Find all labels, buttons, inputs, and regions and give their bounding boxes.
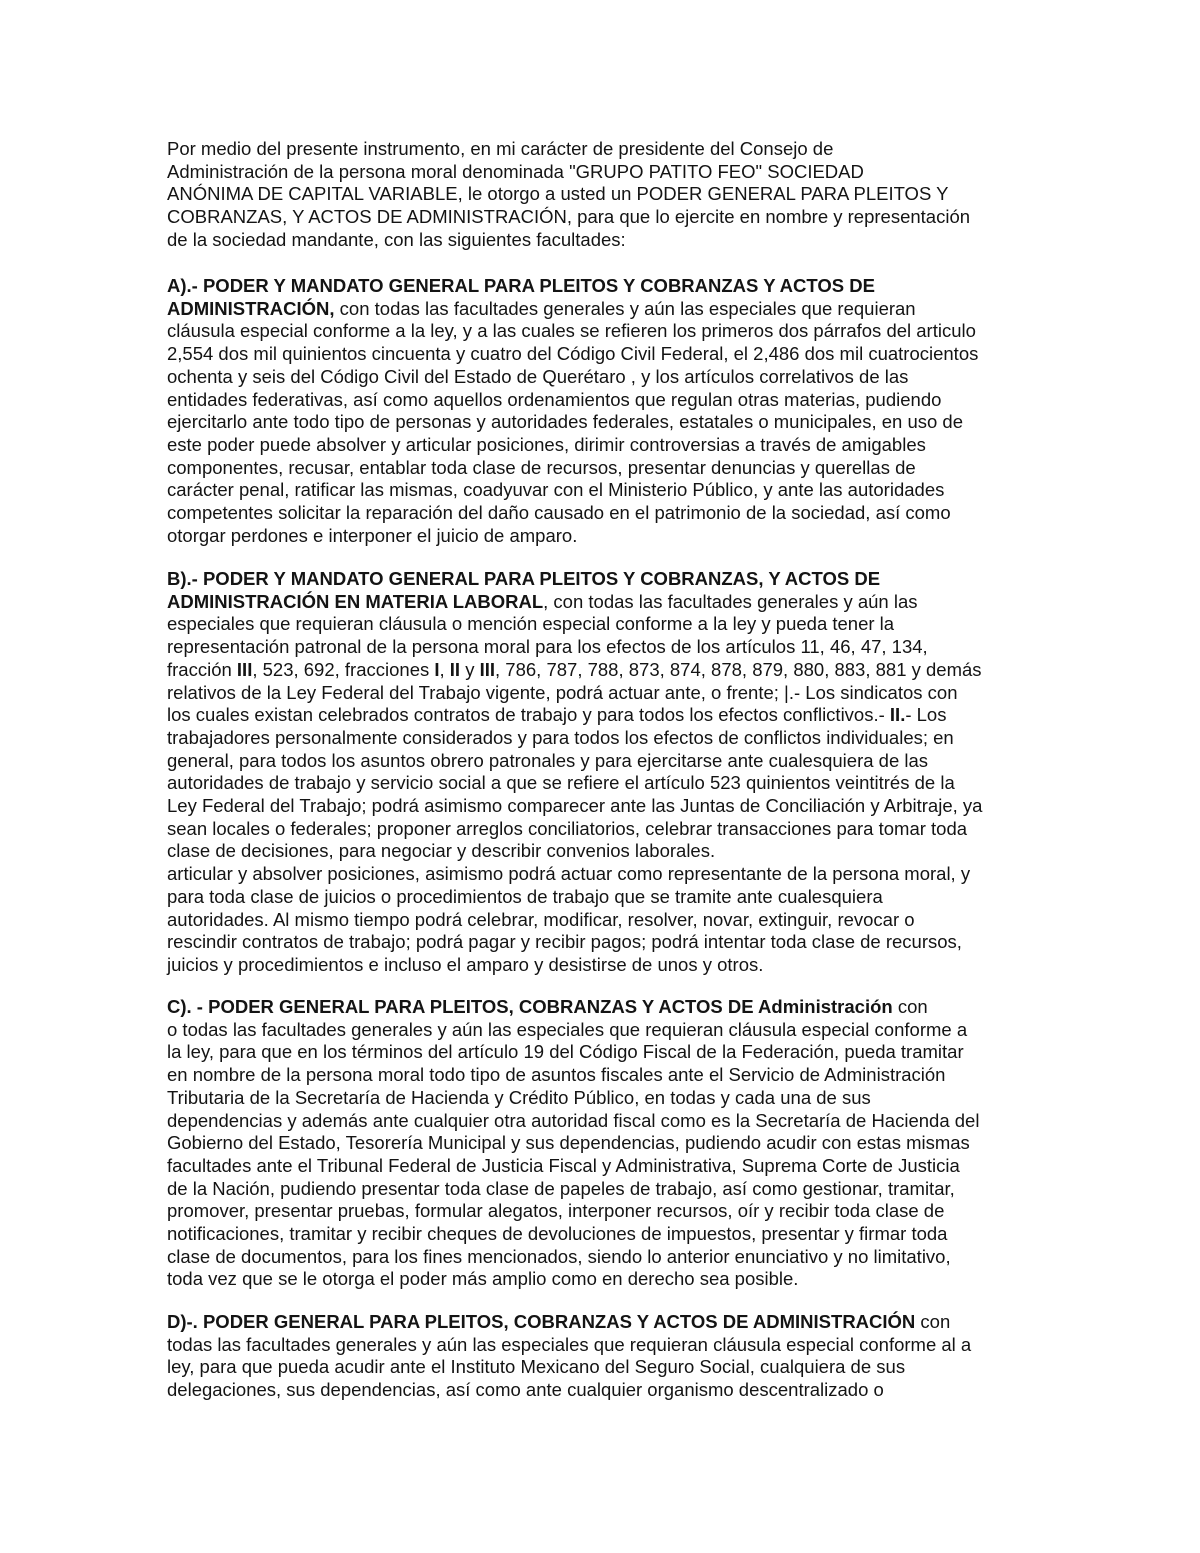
intro-line: Administración de la persona moral denominada "GRUPO PATITO FEO" SOCIEDAD: [167, 160, 864, 182]
section-a: [167, 275, 1037, 547]
intro-paragraph: [167, 138, 1037, 252]
section-b-line: articular y absolver posiciones, asimismo podrá actuar como representante de la persona moral, y: [167, 863, 971, 885]
section-b-line: Ley Federal del Trabajo; podrá asimismo comparecer ante las Juntas de Conciliación y Arbitraje, ya: [167, 795, 983, 817]
section-c-heading-bold: C). - PODER GENERAL PARA PLEITOS, COBRANZAS Y ACTOS DE Administración: [167, 996, 893, 1017]
section-c-line: toda vez que se le otorga el poder más amplio como en derecho sea posible.: [167, 1268, 799, 1290]
section-b: [167, 568, 1037, 977]
section-d-line: delegaciones, sus dependencias, así como ante cualquier organismo descentralizado o: [167, 1379, 884, 1401]
section-b-heading-bold-2: ADMINISTRACIÓN EN MATERIA LABORAL: [167, 590, 544, 612]
section-a-heading-bold: A).- PODER Y MANDATO GENERAL PARA PLEITOS Y COBRANZAS Y ACTOS DE: [167, 275, 875, 296]
section-c-line: clase de documentos, para los fines mencionados, siendo lo anterior enunciativo y no limitativo,: [167, 1245, 951, 1267]
section-b-line: autoridades de trabajo y servicio social a que se refiere el artículo 523 quinientos veintitrés de la: [167, 772, 955, 794]
section-a-line: 2,554 dos mil quinientos cincuenta y cuatro del Código Civil Federal, el 2,486 dos mil cuatrocientos: [167, 343, 979, 365]
line-text: , 523, 692, fracciones: [252, 658, 435, 680]
section-a-line: [167, 298, 1037, 321]
section-b-line: para toda clase de juicios o procedimientos de trabajo que se tramite ante cualesquiera: [167, 885, 883, 907]
section-d-heading-bold: D)-. PODER GENERAL PARA PLEITOS, COBRANZAS Y ACTOS DE ADMINISTRACIÓN: [167, 1311, 916, 1332]
section-b-line: autoridades. Al mismo tiempo podrá celebrar, modificar, resolver, novar, extinguir, revocar o: [167, 908, 915, 930]
section-c-line: Gobierno del Estado, Tesorería Municipal y sus dependencias, pudiendo acudir con estas mismas: [167, 1132, 970, 1154]
section-c-line-text: con: [892, 996, 928, 1017]
section-b-line: trabajadores personalmente considerados y para todos los efectos de conflictos individuales; en: [167, 726, 954, 748]
roman-numeral: III: [236, 658, 253, 680]
section-a-line: competentes solicitar la reparación del daño causado en el patrimonio de la sociedad, así como: [167, 502, 951, 524]
section-c-line: en nombre de la persona moral todo tipo de asuntos fiscales ante el Servicio de Administración: [167, 1064, 946, 1086]
section-c-line: facultades ante el Tribunal Federal de Justicia Fiscal y Administrativa, Suprema Corte de Justicia: [167, 1154, 960, 1176]
section-c: [167, 996, 1037, 1291]
line-text: los cuales existan celebrados contratos de trabajo y para todos los efectos conflictivos.-: [167, 704, 890, 726]
section-c-line: o todas las facultades generales y aún las especiales que requieran cláusula especial conforme a: [167, 1018, 968, 1040]
section-d-line-text: con: [915, 1311, 951, 1332]
section-b-line: clase de decisiones, para negociar y describir convenios laborales.: [167, 840, 716, 862]
line-text: , 786, 787, 788, 873, 874, 878, 879, 880, 883, 881 y demás: [495, 658, 982, 680]
section-b-line: representación patronal de la persona moral para los efectos de los artículos 11, 46, 47, 134,: [167, 636, 928, 658]
line-text: fracción: [167, 658, 237, 680]
section-b-line: sean locales o federales; proponer arreglos conciliatorios, celebrar transacciones para tomar toda: [167, 817, 968, 839]
section-b-line: [167, 591, 1037, 614]
section-b-heading-bold: B).- PODER Y MANDATO GENERAL PARA PLEITOS Y COBRANZAS, Y ACTOS DE: [167, 568, 881, 589]
section-b-line-text: , con todas las facultades generales y aún las: [543, 590, 918, 612]
line-text: ,: [439, 658, 450, 680]
section-a-heading: [167, 275, 1037, 298]
section-a-line: ochenta y seis del Código Civil del Estado de Querétaro , y los artículos correlativos de las: [167, 365, 909, 387]
section-c-line: notificaciones, tramitar y recibir cheques de devoluciones de impuestos, presentar y firmar toda: [167, 1223, 948, 1245]
section-b-line: general, para todos los asuntos obrero patronales y para ejercitarse ante cualesquiera de las: [167, 749, 929, 771]
section-b-line: juicios y procedimientos e incluso el amparo y desistirse de unos y otros.: [167, 953, 764, 975]
section-d: [167, 1311, 1037, 1402]
section-a-line: entidades federativas, así como aquellos ordenamientos que regulan otras materias, pudiendo: [167, 388, 942, 410]
section-d-line: todas las facultades generales y aún las especiales que requieran cláusula especial conforme al a: [167, 1333, 972, 1355]
section-b-line: [167, 659, 1037, 682]
intro-line: ANÓNIMA DE CAPITAL VARIABLE, le otorgo a usted un PODER GENERAL PARA PLEITOS Y: [167, 183, 949, 205]
intro-line: Por medio del presente instrumento, en mi carácter de presidente del Consejo de: [167, 138, 834, 159]
section-c-line: Tributaria de la Secretaría de Hacienda y Crédito Público, en todas y cada una de sus: [167, 1086, 871, 1108]
section-c-line: de la Nación, pudiendo presentar toda clase de papeles de trabajo, así como gestionar, tramitar,: [167, 1177, 955, 1199]
line-text: - Los: [905, 704, 947, 726]
line-text: y: [460, 658, 480, 680]
section-d-heading: [167, 1311, 1037, 1334]
section-a-line: cláusula especial conforme a la ley, y a las cuales se refieren los primeros dos párrafos del articulo: [167, 320, 976, 342]
section-c-line: promover, presentar pruebas, formular alegatos, interponer recursos, oír y recibir toda clase de: [167, 1200, 945, 1222]
section-b-line: [167, 704, 1037, 727]
section-c-line: dependencias y además ante cualquier otra autoridad fiscal como es la Secretaría de Hacienda del: [167, 1109, 980, 1131]
section-b-line: relativos de la Ley Federal del Trabajo vigente, podrá actuar ante, o frente; |.- Los sindicatos con: [167, 681, 958, 703]
section-a-heading-bold-2: ADMINISTRACIÓN,: [167, 297, 335, 319]
section-b-line: rescindir contratos de trabajo; podrá pagar y recibir pagos; podrá intentar toda clase de recursos,: [167, 931, 962, 953]
section-a-line: ejercitarlo ante todo tipo de personas y autoridades federales, estatales o municipales, en uso de: [167, 411, 963, 433]
roman-numeral: III: [479, 658, 496, 680]
section-a-line-text: con todas las facultades generales y aún las especiales que requieran: [334, 297, 916, 319]
roman-numeral: II: [449, 658, 461, 680]
roman-numeral: II.: [889, 704, 906, 726]
intro-line: COBRANZAS, Y ACTOS DE ADMINISTRACIÓN, para que lo ejercite en nombre y representación: [167, 206, 971, 228]
section-b-heading: [167, 568, 1037, 591]
section-a-line: otorgar perdones e interponer el juicio de amparo.: [167, 524, 578, 546]
section-a-line: este poder puede absolver y articular posiciones, dirimir controversias a través de amigables: [167, 433, 926, 455]
section-c-line: la ley, para que en los términos del artículo 19 del Código Fiscal de la Federación, pueda tramitar: [167, 1041, 964, 1063]
roman-numeral: I: [434, 658, 440, 680]
section-d-line: ley, para que pueda acudir ante el Instituto Mexicano del Seguro Social, cualquiera de sus: [167, 1356, 906, 1378]
section-c-heading: [167, 996, 1037, 1019]
section-b-line: especiales que requieran cláusula o mención especial conforme a la ley y pueda tener la: [167, 613, 895, 635]
section-a-line: componentes, recusar, entablar toda clase de recursos, presentar denuncias y querellas de: [167, 456, 916, 478]
intro-line: de la sociedad mandante, con las siguientes facultades:: [167, 228, 626, 250]
section-a-line: carácter penal, ratificar las mismas, coadyuvar con el Ministerio Público, y ante las autoridades: [167, 479, 945, 501]
